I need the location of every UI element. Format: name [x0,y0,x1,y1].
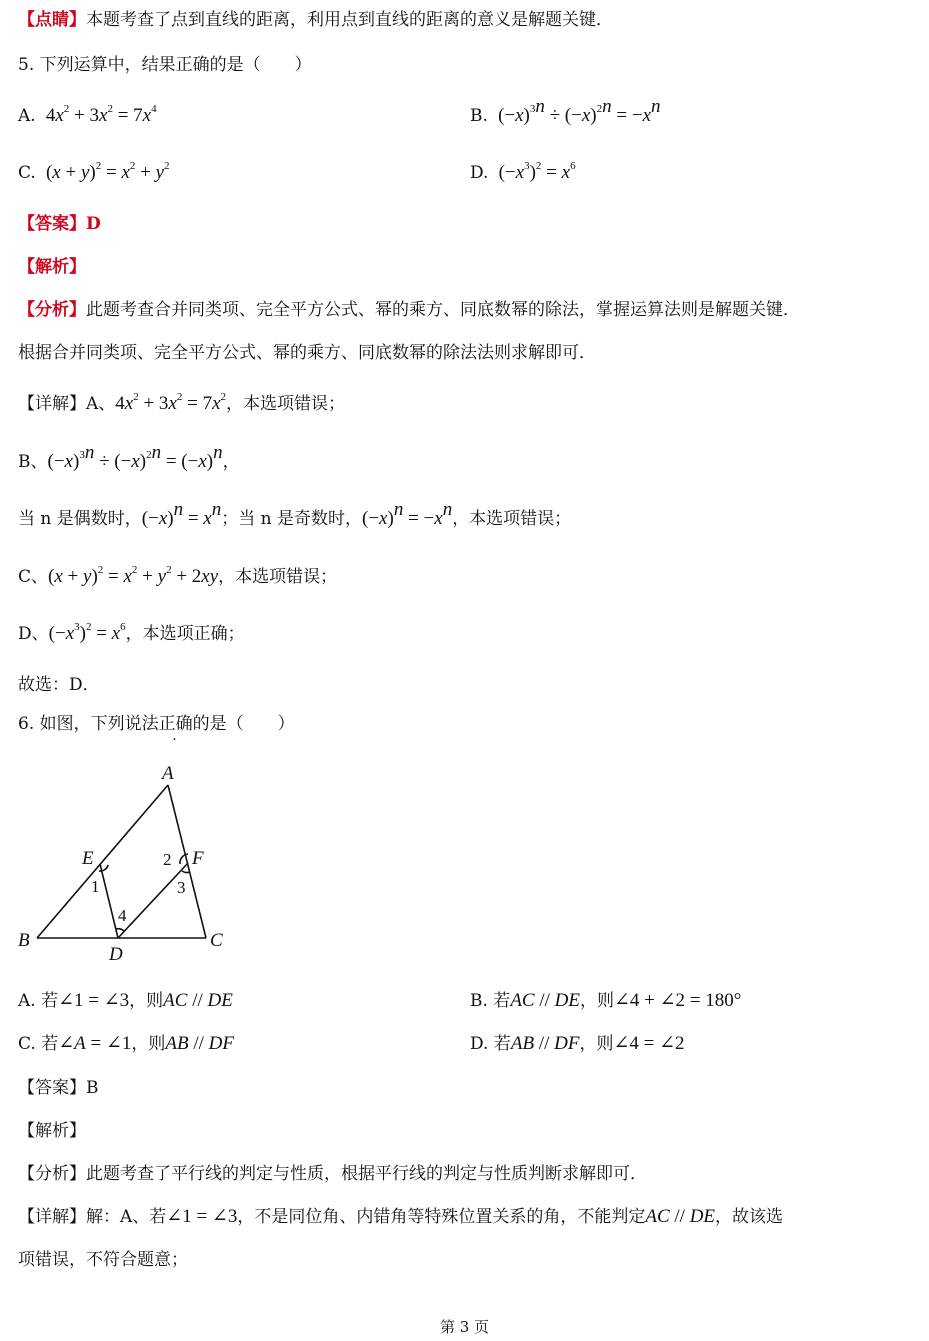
q5-fenxi-tag: 【分析】 [18,300,86,320]
segment-ba [37,785,168,938]
q6-option-a-mid: ，则 [129,991,164,1011]
q6-option-c-mid: ，则 [131,1034,166,1054]
q6-option-b-mid: ，则 [579,991,614,1011]
q5-fenxi-text: 此题考查合并同类项、完全平方公式、幂的乘方、同底数幂的除法，掌握运算法则是解题关键． [86,300,800,320]
q5-detail-a [18,392,345,416]
q5-option-a [18,104,157,128]
q6-option-b [470,989,741,1013]
question-5-stem: 5. 下列运算中，结果正确的是（ ） [18,55,312,75]
q6-stem-post: 的是（ ） [192,714,295,734]
q5-odd-formula: $(-x)^n = -x^n$ [362,499,453,529]
segment-df [118,863,188,938]
q5-option-b-label: B. [470,106,488,126]
q5-option-c [18,161,170,185]
q5-option-b-formula: $(-x)^{3n} \div (-x)^{2n} = -x^n$ [493,96,661,126]
q6-jiexi-tag: 【解析】 [18,1121,86,1141]
q6-option-a-cond: ∠1 = ∠3 [58,990,130,1011]
q6-option-a-result: AC // DE [163,990,233,1011]
label-f: F [192,848,204,869]
q5-option-b [470,96,661,128]
q6-detail-2: 项错误，不符合题意； [18,1250,188,1270]
q6-fenxi: 【分析】此题考查了平行线的判定与性质，根据平行线的判定与性质判断求解即可． [18,1164,647,1184]
q5-detail-b-suffix: ， [222,452,240,472]
q5-detail-d [18,622,245,646]
q6-option-d-label: D. 若 [470,1034,511,1054]
q6-stem-pre: 6. 如图，下列说法 [18,714,159,734]
q5-detail-c-prefix: C、 [18,567,49,587]
dianjing-text: 本题考查了点到直线的距离，利用点到直线的距离的意义是解题关键． [86,10,613,30]
q6-detail-cond: ∠1 = ∠3 [166,1206,238,1227]
q5-answer: 【答案】D [18,214,101,234]
q5-option-a-formula: $4x^2 + 3x^2 = 7x^4$ [41,103,157,126]
q5-option-c-formula: $(x + y)^2 = x^2 + y^2$ [41,160,170,183]
q5-odd-suffix: ，本选项错误； [452,509,572,529]
q5-detail-a-formula: $4x^2 + 3x^2 = 7x^2$ [115,391,227,414]
label-angle-2: 2 [163,850,172,869]
q5-option-c-label: C. [18,163,36,183]
q5-detail-c [18,565,337,589]
q6-option-a-label: A. 若 [18,991,59,1011]
q5-option-d [470,161,576,185]
q6-option-d-result: ∠4 = ∠2 [613,1033,685,1054]
q5-detail-b2 [18,499,572,531]
q6-option-c-label: C. 若 [18,1034,59,1054]
q5-detail-d-formula: $(-x^3)^2 = x^6$ [48,621,126,644]
question-6-stem [18,712,295,736]
q6-detail-mid: ，不是同位角、内错角等特殊位置关系的角，不能判定 [237,1207,646,1227]
label-angle-4: 4 [118,906,127,925]
q5-detail-d-prefix: D、 [18,624,49,644]
triangle-figure [10,758,240,968]
angle-4-arc [116,929,124,931]
q5-fenxi-2: 根据合并同类项、完全平方公式、幂的乘方、同底数幂的除法法则求解即可． [18,343,596,363]
q5-even-prefix: 当 n 是偶数时， [18,509,142,529]
q5-option-a-label: A. [18,106,36,126]
dianjing-tag: 【点睛】 [18,10,86,30]
label-e: E [82,848,94,869]
q5-detail-c-formula: $(x + y)^2 = x^2 + y^2 + 2xy$ [48,564,219,587]
q5-jiexi-tag: 【解析】 [18,257,86,277]
q5-detail-b [18,442,240,474]
q5-detail-d-suffix: ，本选项正确； [125,624,245,644]
q6-detail [18,1205,783,1229]
q6-option-c-cond: ∠A = ∠1 [58,1033,132,1054]
label-a: A [162,763,174,784]
dianjing-line [18,8,613,32]
label-angle-1: 1 [91,877,100,896]
q5-detail-b-formula: $(-x)^{3n} \div (-x)^{2n} = (-x)^n$ [47,442,223,472]
q6-detail-post: ，故该选 [715,1207,784,1227]
q5-fenxi [18,298,800,322]
q5-option-d-formula: $(-x^3)^2 = x^6$ [493,160,576,183]
page-footer: 第 3 页 [439,1318,490,1336]
q6-detail-pre: 【详解】解：A、若 [18,1207,167,1227]
q6-stem-emphasis: 正确 [158,714,193,734]
q6-option-b-result: ∠4 + ∠2 = 180° [613,990,742,1011]
q6-option-b-label: B. 若 [470,991,511,1011]
q5-even-formula: $(-x)^n = x^n$ [141,499,222,529]
segment-ed [100,864,118,938]
label-d: D [109,944,123,965]
q6-option-c-result: AB // DF [165,1033,234,1054]
q6-option-d [470,1032,685,1056]
label-c: C [210,930,223,951]
q5-detail-b-prefix: B、 [18,452,48,472]
q5-detail-c-suffix: ，本选项错误； [218,567,338,587]
q5-detail-a-suffix: ，本选项错误； [226,394,346,414]
q5-odd-prefix: ；当 n 是奇数时， [221,509,362,529]
q6-option-c [18,1032,234,1056]
triangle-figure-svg [10,758,240,968]
q6-option-d-mid: ，则 [579,1034,614,1054]
q6-detail-result: AC // DE [645,1206,716,1227]
q5-option-d-label: D. [470,163,489,183]
q5-conclusion: 故选：D． [18,675,100,695]
label-angle-3: 3 [177,878,186,897]
q6-option-a [18,989,233,1013]
q6-option-b-cond: AC // DE [510,990,580,1011]
label-b: B [18,930,30,951]
q6-option-d-cond: AB // DF [510,1033,580,1054]
q6-answer: 【答案】B [18,1078,99,1098]
q5-detail-a-tag: 【详解】A、 [18,394,116,414]
